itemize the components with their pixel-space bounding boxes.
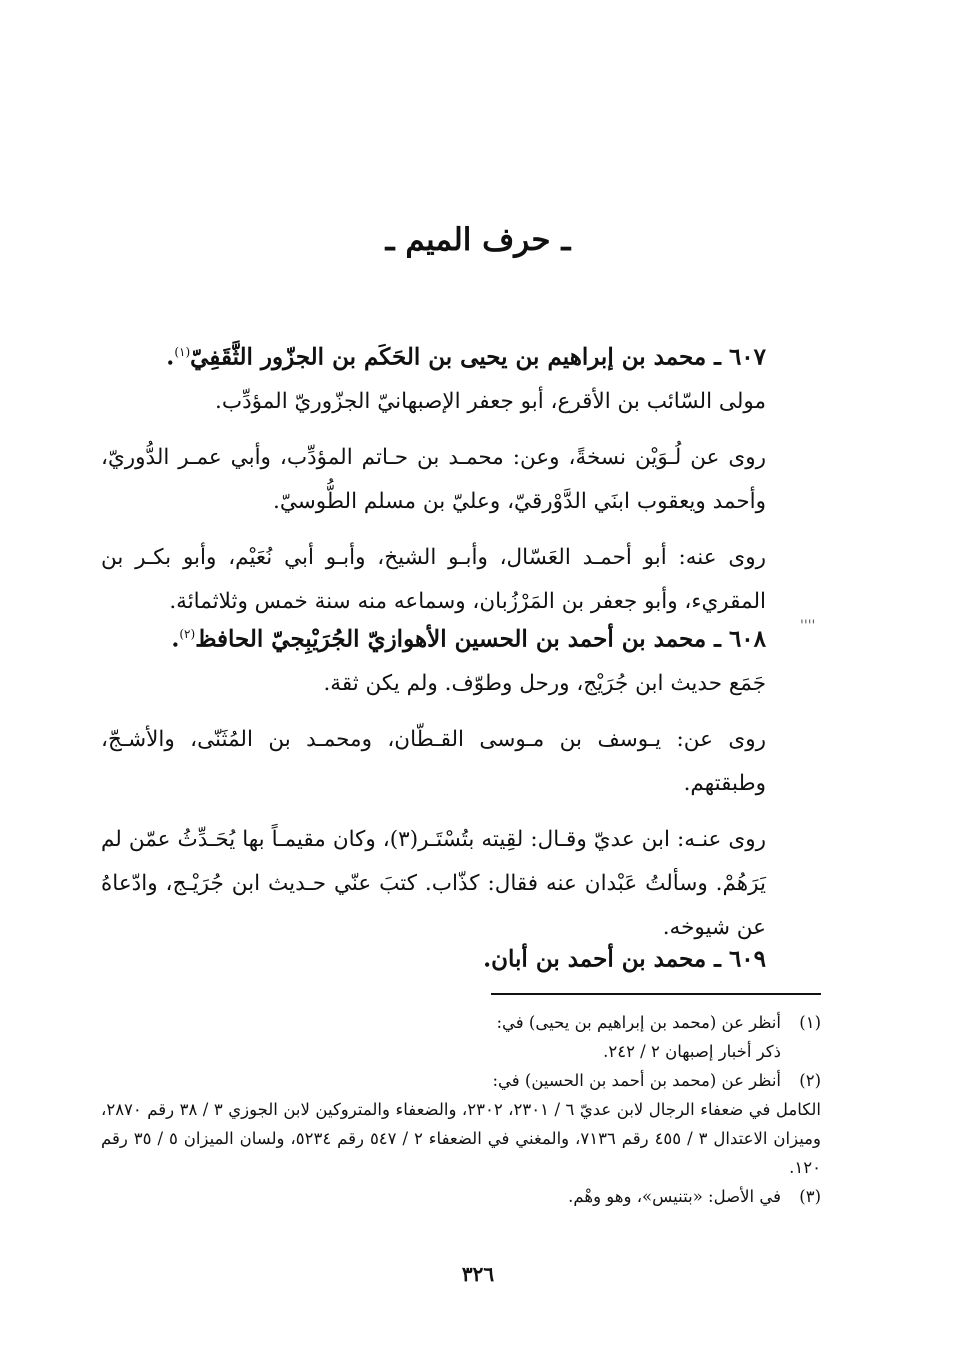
entry-heading-text: ٦٠٧ ـ محمد بن إبراهيم بن يحيى بن الحَكَم بن الجزّور الثَّقَفِيّ [190,343,766,371]
footnotes [101,1008,821,1211]
footnote-divider [491,993,821,995]
footnote-body [101,1066,822,1182]
footnote-line: أنظر عن (محمد بن أحمد بن الحسين) في: [492,1071,781,1090]
entry-line: مولى السّائب بن الأقرع، أبو جعفر الإصبهانيّ الجزّوريّ المؤدِّب. [215,388,766,414]
heading-end: . [166,343,175,371]
entry-609 [101,932,821,994]
footnote-1 [101,1008,821,1066]
heading-end: . [483,945,492,973]
footnote-line: في الأصل: «بتنيس»، وهو وهْم. [568,1187,781,1206]
footnote-3 [101,1182,821,1211]
page-number: ٣٢٦ [461,1262,495,1286]
footnote-2 [101,1066,821,1182]
footnote-body [101,1182,781,1211]
entry-heading-text: ٦٠٨ ـ محمد بن أحمد بن الحسين الأهوازيّ الجُرَيْبِجيّ الحافظ [195,625,766,653]
chapter-title: ـ حرف الميم ـ [385,222,571,258]
margin-mark: '''' [800,618,816,634]
entry-608 [101,612,821,962]
entry-607 [101,330,821,636]
footnote-ref: (١) [174,345,191,359]
footnote-line: أنظر عن (محمد بن إبراهيم بن يحيى) في: [496,1013,781,1032]
entry-heading-text: ٦٠٩ ـ محمد بن أحمد بن أبان [491,945,766,973]
footnote-ref: (٢) [179,627,196,641]
entry-paragraph: روى عن لُـوَيْن نسخةً، وعن: محمـد بن حـاتم المؤدِّب، وأبي عمـر الدُّوريّ، وأحمد ويعقوب ابنَي الدَّوْرقيّ، وعليّ بن مسلم الطُّوسيّ. [101,444,766,514]
entry-paragraph: روى عنـه: ابن عديّ وقـال: لقِيته بتُسْتَـر(٣)، وكان مقيمـاً بها يُحَـدِّثُ عمّن لم يَرَهُمْ. وسألتُ عَبْدان عنه فقال: كذّاب. كتبَ عنّي حـديث ابن جُرَيْـج، وادّعاهُ عن شيوخه. [101,826,766,940]
footnote-number: (٢) [799,1071,821,1090]
entry-heading [101,932,821,982]
footnote-line: ذكر أخبار إصبهان ٢ / ٢٤٢. [603,1042,781,1061]
entry-paragraph: روى عنه: أبو أحمـد العَسّال، وأبـو الشيخ، وأبـو أبي نُعَيْم، وأبو بكـر بن المقريء، وأبو جعفر بن المَرْزُبان، وسماعه منه سنة خمس وثلاثمائة. [101,544,766,614]
entry-heading [101,612,821,662]
footnote-number: (١) [799,1013,821,1032]
entry-line: جَمَع حديث ابن جُرَيْج، ورحل وطوّف. ولم يكن ثقة. [323,670,766,696]
footnote-body [101,1008,781,1066]
footnote-number: (٣) [799,1187,821,1206]
entry-heading [101,330,821,380]
footnote-line: الكامل في ضعفاء الرجال لابن عديّ ٦ / ٢٣٠١، ٢٣٠٢، والضعفاء والمتروكين لابن الجوزي ٣ / ٣٨ رقم ٢٨٧٠، وميزان الاعتدال ٣ / ٤٥٥ رقم ٧١٣٦، والمغني في الضعفاء ٢ / ٥٤٧ رقم ٥٢٣٤، ولسان الميزان ٥ / ٣٥ رقم ١٢٠. [101,1100,822,1177]
heading-end: . [171,625,180,653]
entry-paragraph: روى عن: يـوسف بن مـوسى القـطّان، ومحمـد بن المُثَنّى، والأشـجّ، وطبقتهم. [101,726,766,796]
